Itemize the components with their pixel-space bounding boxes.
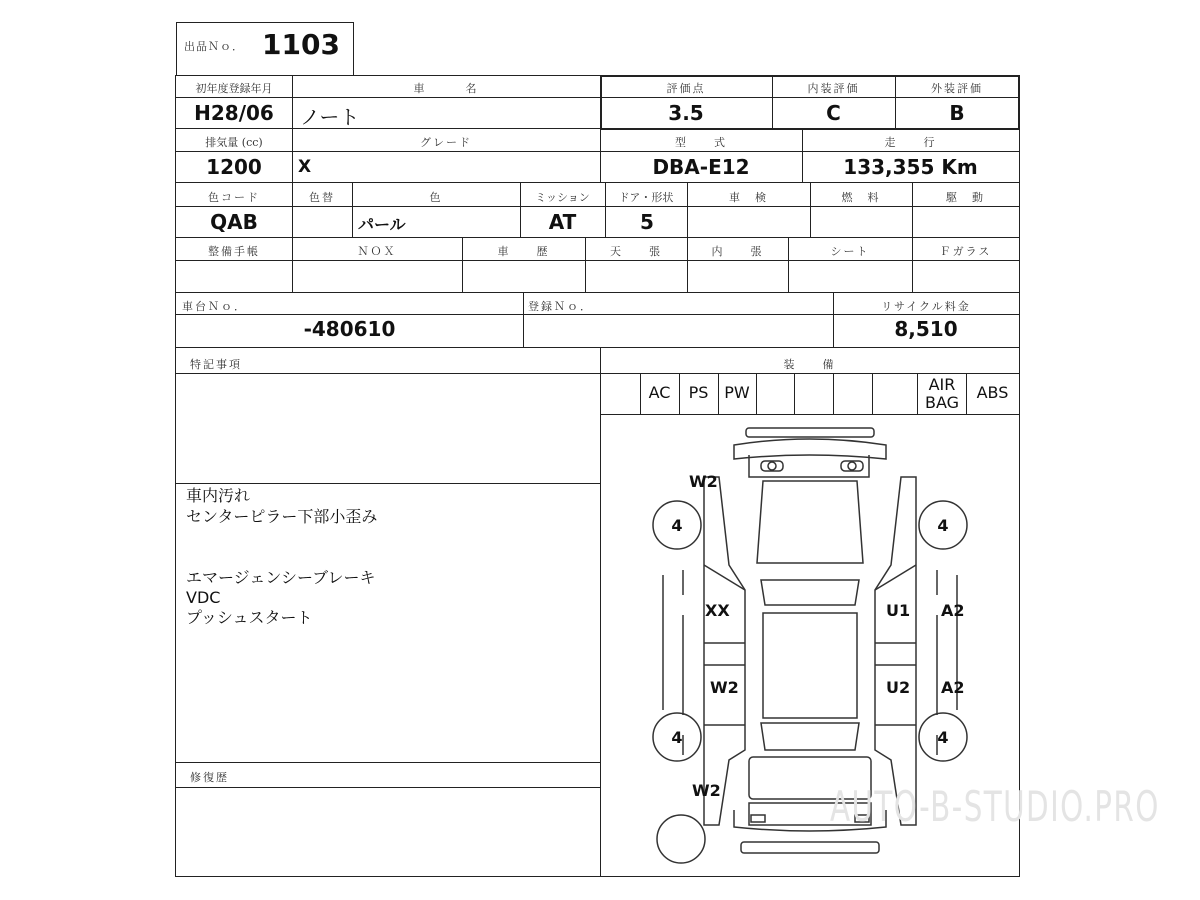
chassis-label: 車台Ｎｏ． (182, 300, 247, 313)
mission-label: ミッション (535, 191, 590, 204)
repair-label: 修復歴 (190, 771, 229, 784)
notes-label: 特記事項 (190, 358, 242, 371)
note-line: VDC (186, 588, 221, 607)
car-name: ノート (300, 105, 360, 129)
inspection-label: 車 検 (729, 191, 768, 204)
lot-number: 1103 (262, 28, 340, 61)
equip-ac: AC (648, 383, 671, 402)
damage-right-front-door: U1 (886, 601, 911, 620)
seat-label: シート (830, 245, 870, 258)
displacement: 1200 (206, 155, 262, 179)
lot-label: 出品Ｎｏ． (184, 40, 244, 53)
color-code-label: 色コード (208, 191, 260, 204)
interior-label: 内装評価 (807, 82, 860, 95)
doors-label: ドア・形状 (618, 191, 674, 204)
damage-right-rear-door: U2 (886, 678, 911, 697)
inner-label: 内 張 (711, 245, 764, 258)
color: パール (358, 215, 406, 234)
car-name-label: 車 名 (413, 82, 479, 95)
damage-rear-left: W2 (692, 781, 721, 800)
grade: X (298, 157, 312, 177)
damage-right-front-pillar: A2 (941, 601, 965, 620)
equip-abs: ABS (976, 383, 1009, 402)
tire-front-right: 4 (937, 516, 949, 535)
maint-label: 整備手帳 (208, 245, 260, 258)
damage-left-rear-door: W2 (710, 678, 739, 697)
mileage-label: 走 行 (884, 136, 937, 149)
score: 3.5 (668, 101, 704, 125)
grade-label: グレード (420, 136, 472, 149)
color-label: 色 (429, 191, 443, 204)
exterior: B (949, 101, 965, 125)
tire-rear-left: 4 (671, 728, 683, 747)
damage-front-left: W2 (689, 472, 718, 491)
score-label: 評価点 (666, 82, 706, 95)
recycle: 8,510 (894, 317, 958, 341)
reg-year-label: 初年度登録年月 (195, 82, 273, 95)
roof-label: 天 張 (610, 245, 662, 258)
model: DBA-E12 (652, 155, 750, 179)
note-line: 車内汚れ (186, 486, 251, 505)
doors: 5 (640, 210, 654, 234)
mileage: 133,355 Km (843, 155, 978, 179)
damage-right-rear-pillar: A2 (941, 678, 965, 697)
nox-label: ＮＯＸ (357, 245, 397, 258)
equipment-label: 装 備 (783, 358, 836, 371)
interior: C (826, 101, 841, 125)
reg-year: H28/06 (194, 101, 274, 125)
equip-airbag: AIR BAG (924, 375, 960, 412)
equip-pw: PW (724, 383, 750, 402)
regno-label: 登録Ｎｏ． (528, 300, 593, 313)
exterior-label: 外装評価 (931, 82, 983, 95)
drive-label: 駆 動 (946, 191, 985, 204)
model-label: 型 式 (675, 136, 727, 149)
color-change-label: 色替 (309, 191, 335, 204)
equip-ps: PS (688, 383, 709, 402)
note-line: エマージェンシーブレーキ (186, 568, 376, 587)
chassis: -480610 (303, 317, 396, 341)
recycle-label: リサイクル料金 (881, 300, 971, 313)
damage-left-front-door: XX (705, 601, 730, 620)
displacement-label: 排気量 (cc) (205, 136, 263, 149)
history-label: 車 歴 (497, 245, 550, 258)
fuel-label: 燃 料 (841, 191, 881, 204)
glass-label: Ｆガラス (939, 245, 992, 258)
note-line: プッシュスタート (186, 608, 313, 627)
color-code: QAB (210, 210, 258, 234)
tire-rear-right: 4 (937, 728, 949, 747)
note-line: センターピラー下部小歪み (186, 507, 378, 526)
watermark: AUTO-B-STUDIO.PRO (830, 782, 1160, 831)
mission: AT (548, 210, 577, 234)
tire-front-left: 4 (671, 516, 683, 535)
